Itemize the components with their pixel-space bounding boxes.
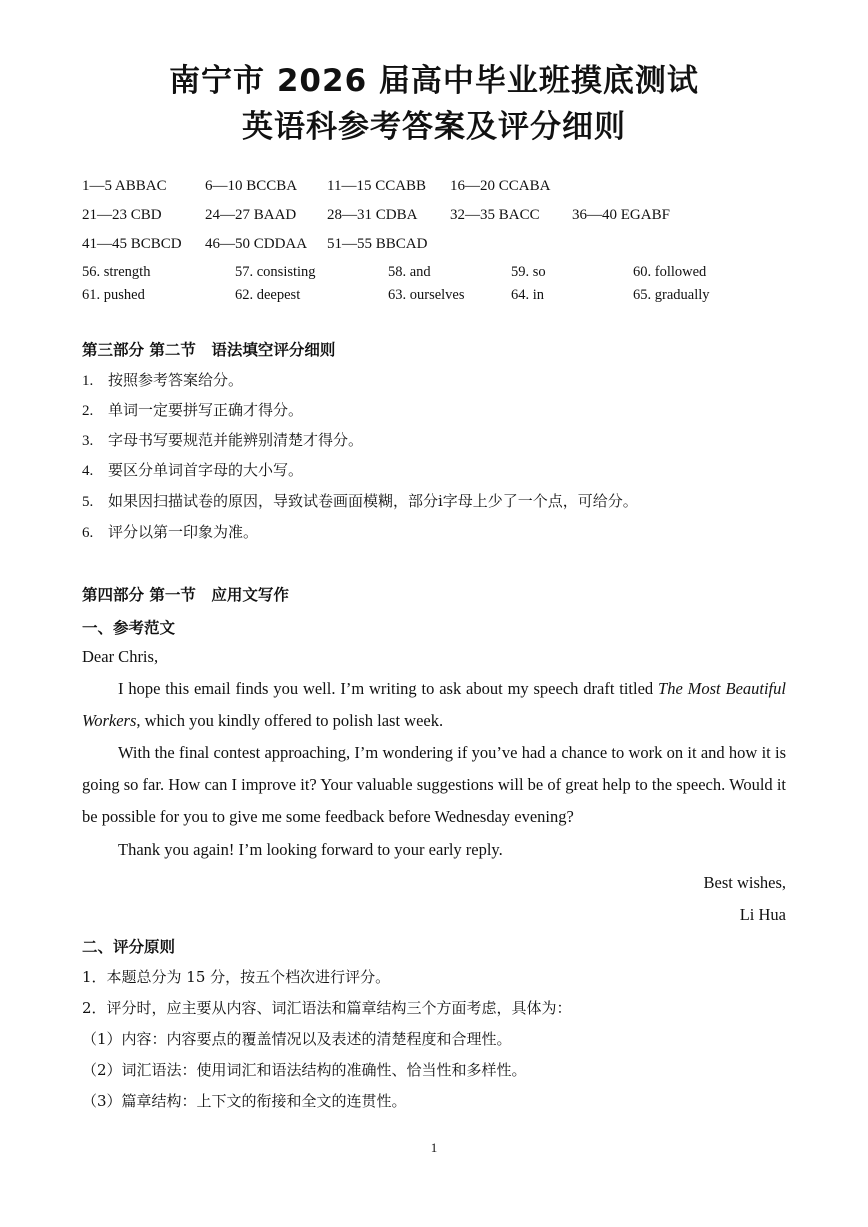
answer-group: 28—31 CDBA — [327, 207, 418, 223]
answer-group: 6—10 BCCBA — [205, 178, 298, 194]
grammar-answer: 60. followed — [633, 264, 707, 280]
answer-group: 36—40 EGABF — [572, 207, 670, 223]
grammar-rule: 1. 按照参考答案给分。 — [82, 371, 244, 389]
grammar-answer: 57. consisting — [235, 264, 316, 280]
letter-closing: Best wishes, — [703, 873, 786, 892]
scoring-principle: （1）内容：内容要点的覆盖情况以及表述的清楚程度和合理性。 — [82, 1030, 512, 1048]
answer-group: 46—50 CDDAA — [205, 236, 308, 252]
document-title-line2: 英语科参考答案及评分细则 — [242, 109, 626, 145]
answer-group: 51—55 BBCAD — [327, 236, 428, 252]
grammar-rule: 2. 单词一定要拼写正确才得分。 — [82, 401, 304, 419]
letter-signature: Li Hua — [739, 905, 786, 924]
scoring-principle: 1．本题总分为 15 分，按五个档次进行评分。 — [82, 968, 391, 986]
letter-paragraph-1: I hope this email finds you well. I’m writing to ask about my speech draft titled The Most Beautiful Workers, which you kindly offered to polish last week. — [82, 679, 786, 730]
scoring-principle: （3）篇章结构：上下文的衔接和全文的连贯性。 — [82, 1092, 407, 1110]
speech-title: The Most Beautiful Workers — [82, 679, 786, 730]
grammar-rule: 4. 要区分单词首字母的大小写。 — [82, 461, 304, 479]
grammar-rule: 5. 如果因扫描试卷的原因，导致试卷画面模糊，部分i字母上少了一个点，可给分。 — [82, 492, 638, 510]
letter-salutation: Dear Chris, — [82, 647, 159, 666]
section-heading-writing: 第四部分 第一节 应用文写作 — [82, 586, 289, 604]
grammar-rule: 6. 评分以第一印象为准。 — [82, 523, 259, 541]
subheading-scoring-principles: 二、评分原则 — [82, 938, 176, 956]
answer-group: 1—5 ABBAC — [82, 178, 167, 194]
answer-group: 16—20 CCABA — [450, 178, 551, 194]
grammar-answer: 65. gradually — [633, 287, 710, 303]
answer-group: 41—45 BCBCD — [82, 236, 182, 252]
grammar-answer: 58. and — [388, 264, 431, 280]
scoring-principle: （2）词汇语法：使用词汇和语法结构的准确性、恰当性和多样性。 — [82, 1061, 527, 1079]
answer-group: 24—27 BAAD — [205, 207, 297, 223]
grammar-answer: 62. deepest — [235, 287, 301, 303]
answer-group: 21—23 CBD — [82, 207, 162, 223]
grammar-answer: 56. strength — [82, 264, 151, 280]
grammar-answer: 64. in — [511, 287, 545, 303]
document-title-line1: 南宁市 2026 届高中毕业班摸底测试 — [169, 63, 699, 99]
grammar-rule: 3. 字母书写要规范并能辨别清楚才得分。 — [82, 431, 364, 449]
subheading-sample-essay: 一、参考范文 — [82, 619, 176, 637]
answer-group: 11—15 CCABB — [327, 178, 427, 194]
grammar-answer: 61. pushed — [82, 287, 145, 303]
grammar-answer: 63. ourselves — [388, 287, 465, 303]
letter-paragraph-2: With the final contest approaching, I’m wondering if you’ve had a chance to work on it and how it is going so far. How can I improve it? Your valuable suggestions will be of great help to the speech. Would it be possible for you to give me some feedback before Wednesday evening? — [82, 743, 786, 826]
letter-paragraph-3: Thank you again! I’m looking forward to your early reply. — [118, 840, 503, 859]
section-heading-grammar: 第三部分 第二节 语法填空评分细则 — [82, 341, 336, 359]
answer-group: 32—35 BACC — [450, 207, 540, 223]
scoring-principle: 2．评分时，应主要从内容、词汇语法和篇章结构三个方面考虑，具体为： — [82, 999, 572, 1017]
grammar-answer: 59. so — [511, 264, 546, 280]
page-number: 1 — [430, 1140, 438, 1155]
